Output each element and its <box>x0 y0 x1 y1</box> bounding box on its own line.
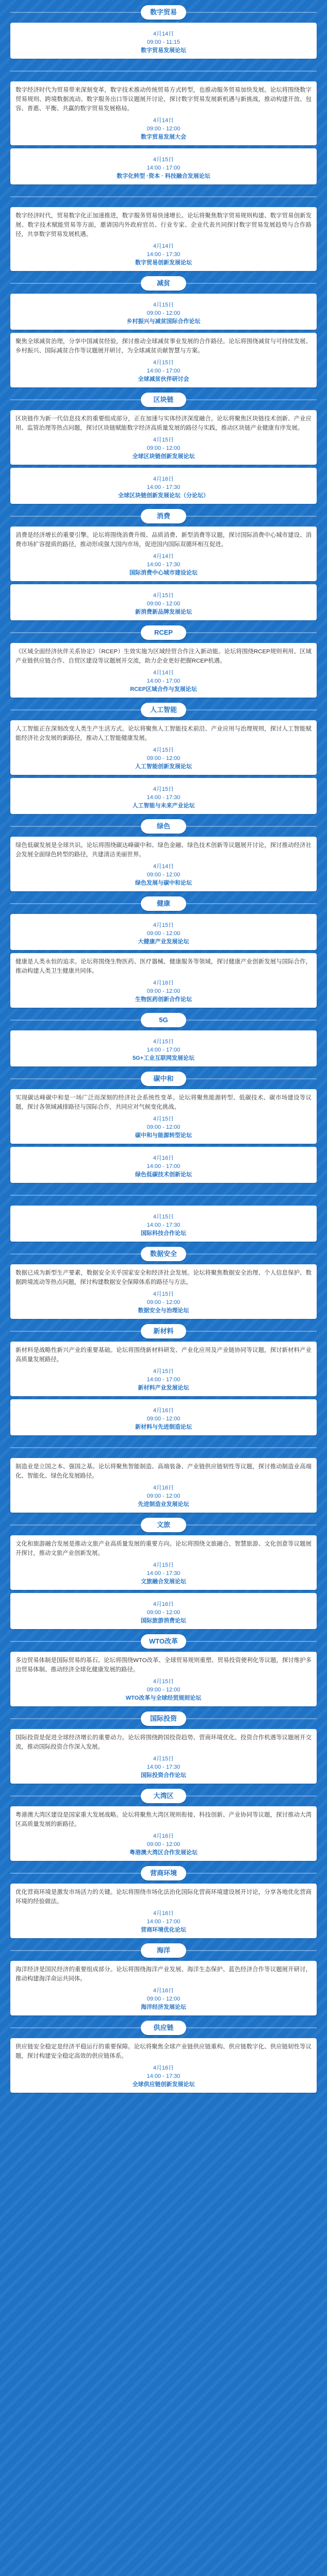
event-description: 区块链作为新一代信息技术的重要组成部分，正在加速与实体经济深度融合。论坛将聚焦区块链技术创新、产业应用、监管治理等热点问题，探讨区块链赋能数字经济高质量发展的路径与实践，推动区块链产业健康有序发展。 <box>15 416 312 431</box>
event-card <box>10 333 317 387</box>
event-title: 新材料与先进制造论坛 <box>135 1424 192 1430</box>
event-meta <box>15 1154 312 1179</box>
event-date: 4月14日 <box>153 117 174 124</box>
event-description: 国际投资是促进全球经济增长的重要动力。论坛将围绕跨国投资趋势、营商环境优化、投资合作机遇等议题展开交流，推动国际投资合作深入发展。 <box>15 1735 312 1750</box>
event-card <box>10 81 317 145</box>
event-time: 09:00 - 12:00 <box>146 872 181 878</box>
event-title: 大健康产业发展论坛 <box>138 939 189 945</box>
section-header <box>5 1943 322 1958</box>
event-card <box>10 1399 317 1435</box>
agenda-section <box>5 1711 322 1784</box>
event-date: 4月15日 <box>153 437 174 443</box>
event-card <box>10 1806 317 1861</box>
agenda-section <box>5 64 322 184</box>
event-time: 14:00 - 17:00 <box>146 1919 181 1925</box>
section-title-pill: 营商环境 <box>141 1866 186 1880</box>
event-description: 供应链安全稳定是经济平稳运行的重要保障。论坛将聚焦全球产业链供应链重构、供应链数字化、供应链韧性等议题，探讨构建安全稳定高效的供应链体系。 <box>15 2044 312 2059</box>
event-title: 数据安全与治理论坛 <box>138 1308 189 1314</box>
event-time: 09:00 - 12:00 <box>146 601 181 607</box>
section-header <box>5 190 322 204</box>
event-time: 09:00 - 12:00 <box>146 1299 181 1306</box>
agenda-section <box>5 896 322 1008</box>
event-description: 文化和旅游融合发展是推动文旅产业高质量发展的重要方向。论坛将围绕文旅融合、智慧旅游、文化创意等议题展开探讨，推动文旅产业创新发展。 <box>15 1541 312 1556</box>
event-description: 聚焦全球减贫治理，分享中国减贫经验，探讨推动全球减贫事业发展的合作路径。论坛将围绕减贫与可持续发展、乡村振兴、国际减贫合作等议题展开研讨，为全球减贫贡献智慧与方案。 <box>15 338 312 354</box>
section-title-pill: 人工智能 <box>141 703 186 717</box>
event-card <box>10 1652 317 1706</box>
agenda-section <box>5 276 322 387</box>
agenda-section <box>5 1440 322 1513</box>
agenda-section <box>5 1634 322 1706</box>
agenda-section <box>5 819 322 891</box>
event-title: 国际投资合作论坛 <box>141 1772 186 1778</box>
agenda-section <box>5 1518 322 1629</box>
section-header <box>5 625 322 640</box>
event-title: 全球区块链创新发展论坛 <box>132 453 195 460</box>
event-meta <box>15 475 312 500</box>
section-header <box>5 2021 322 2035</box>
event-description: 粤港澳大湾区建设是国家重大发展战略。论坛将聚焦大湾区规则衔接、科技创新、产业协同等议题，探讨推动大湾区高质量发展的新路径。 <box>15 1812 312 1827</box>
event-time: 14:00 - 17:00 <box>146 165 181 171</box>
event-description: 《区域全面经济伙伴关系协定》（RCEP）生效实施为区域经贸合作注入新动能。论坛将围绕RCEP规则利用、区域产业链供应链合作、自贸区建设等议题展开交流，助力企业更好把握RCEP机遇。 <box>15 649 312 664</box>
event-date: 4月15日 <box>153 1214 174 1220</box>
event-time: 14:00 - 17:00 <box>146 1377 181 1383</box>
section-header <box>5 703 322 717</box>
event-date: 4月16日 <box>153 1988 174 1994</box>
section-header <box>5 1518 322 1532</box>
event-time: 09:00 - 12:00 <box>146 1416 181 1422</box>
event-title: 国际科技合作论坛 <box>141 1230 186 1236</box>
event-card <box>10 294 317 330</box>
section-header <box>5 896 322 911</box>
event-time: 14:00 - 17:00 <box>146 678 181 684</box>
event-card <box>10 778 317 814</box>
event-card <box>10 584 317 620</box>
event-meta <box>15 30 312 55</box>
event-title: 新消费新品牌发展论坛 <box>135 609 192 615</box>
event-title: 全球区块链创新发展论坛（分论坛） <box>118 493 209 499</box>
event-description: 实现碳达峰碳中和是一场广泛而深刻的经济社会系统性变革。论坛将聚焦能源转型、低碳技术、碳市场建设等议题，探讨各领域减排路径与国际合作，共同应对气候变化挑战。 <box>15 1095 312 1110</box>
event-time: 09:00 - 12:00 <box>146 1841 181 1848</box>
agenda-section <box>5 1943 322 2015</box>
section-title-pill: 区块链 <box>141 393 186 407</box>
event-title: 乡村振兴与减贫国际合作论坛 <box>126 318 201 325</box>
event-date: 4月16日 <box>153 476 174 482</box>
event-meta <box>15 552 312 577</box>
event-meta <box>15 359 312 383</box>
event-title: 绿色低碳技术创新论坛 <box>135 1172 192 1178</box>
event-card <box>10 1147 317 1183</box>
event-title: 国际消费中心城市建设论坛 <box>129 570 198 576</box>
event-card <box>10 953 317 1008</box>
section-header <box>5 393 322 407</box>
event-card <box>10 148 317 184</box>
event-title: 数字贸易创新发展论坛 <box>135 260 192 266</box>
event-card <box>10 207 317 271</box>
event-date: 4月15日 <box>153 1562 174 1568</box>
event-card <box>10 914 317 950</box>
event-card <box>10 1206 317 1242</box>
event-date: 4月15日 <box>153 1116 174 1122</box>
event-card <box>10 23 317 59</box>
event-date: 4月15日 <box>153 922 174 928</box>
event-meta <box>15 156 312 180</box>
event-card <box>10 1264 317 1319</box>
event-time: 14:00 - 17:00 <box>146 1047 181 1053</box>
section-title-pill: 国际投资 <box>141 1711 186 1726</box>
event-date: 4月15日 <box>153 1368 174 1375</box>
section-header <box>5 5 322 20</box>
event-date: 4月15日 <box>153 157 174 163</box>
section-title-pill: 数据安全 <box>141 1247 186 1261</box>
event-date: 4月15日 <box>153 592 174 599</box>
event-title: 绿色发展与碳中和论坛 <box>135 880 192 886</box>
event-meta <box>15 1115 312 1140</box>
event-time: 14:00 - 17:30 <box>146 1570 181 1577</box>
event-date: 4月14日 <box>153 31 174 37</box>
section-header <box>5 1440 322 1455</box>
section-header <box>5 64 322 78</box>
event-meta <box>15 921 312 946</box>
section-title-pill: 供应链 <box>141 2021 186 2035</box>
event-meta <box>15 785 312 810</box>
section-title-pill: 数字贸易 <box>141 5 186 20</box>
event-date: 4月16日 <box>153 1601 174 1607</box>
event-date: 4月14日 <box>153 670 174 676</box>
section-title-pill: 新材料 <box>141 1324 186 1338</box>
event-meta <box>15 1755 312 1780</box>
event-meta <box>15 1677 312 1702</box>
event-title: 全球供应链创新发展论坛 <box>132 2081 195 2088</box>
event-meta <box>15 1987 312 2011</box>
agenda-section <box>5 393 322 504</box>
event-meta <box>15 1600 312 1625</box>
agenda-section <box>5 1013 322 1066</box>
event-description: 数字经济时代为贸易带来深刻变革，数字技术推动传统贸易方式转型，也推动服务贸易加快发展。论坛将围绕数字贸易规则、跨境数据流动、数字服务出口等议题展开讨论，探讨数字贸易发展新机遇与新挑战，推动构建开放、包容、普惠、平衡、共赢的数字贸易发展格局。 <box>15 87 312 112</box>
event-card <box>10 1961 317 2015</box>
section-header <box>5 1866 322 1880</box>
event-description: 海洋经济是国民经济的重要组成部分。论坛将围绕海洋产业发展、海洋生态保护、蓝色经济合作等议题展开研讨，推动构建海洋命运共同体。 <box>15 1967 312 1982</box>
event-title: 粤港澳大湾区合作发展论坛 <box>129 1850 198 1856</box>
event-time: 09:00 - 11:15 <box>146 39 180 45</box>
event-date: 4月14日 <box>153 243 174 249</box>
event-meta <box>15 301 312 326</box>
event-description: 新材料是战略性新兴产业的重要基础。论坛将围绕新材料研发、产业化应用及产业链协同等议题，探讨新材料产业高质量发展路径。 <box>15 1347 312 1363</box>
event-meta <box>15 979 312 1004</box>
event-time: 09:00 - 12:00 <box>146 1687 181 1693</box>
event-date: 4月16日 <box>153 1833 174 1839</box>
section-header <box>5 1711 322 1726</box>
section-header <box>5 1247 322 1261</box>
event-time: 14:00 - 17:30 <box>146 562 181 568</box>
event-time: 09:00 - 12:00 <box>146 126 181 132</box>
section-title-pill: WTO改革 <box>141 1634 186 1649</box>
event-title: 海洋经济发展论坛 <box>141 2004 186 2010</box>
event-meta <box>15 1909 312 1934</box>
event-time: 14:00 - 17:30 <box>146 1764 181 1770</box>
event-time: 09:00 - 12:00 <box>146 310 181 316</box>
event-meta <box>15 1406 312 1431</box>
event-time: 09:00 - 12:00 <box>146 755 181 761</box>
event-date: 4月15日 <box>153 1756 174 1762</box>
event-title: 数字贸易发展论坛 <box>141 47 186 54</box>
event-card <box>10 837 317 891</box>
event-description: 健康是人类永恒的追求。论坛将围绕生物医药、医疗器械、健康服务等领域，探讨健康产业创新发展与国际合作，推动构建人类卫生健康共同体。 <box>15 959 312 974</box>
agenda-section <box>5 1324 322 1435</box>
agenda-section <box>5 1188 322 1242</box>
agenda-section <box>5 509 322 620</box>
event-meta <box>15 1484 312 1509</box>
event-date: 4月14日 <box>153 863 174 870</box>
event-time: 09:00 - 12:00 <box>146 1124 181 1130</box>
event-title: 先进制造业发展论坛 <box>138 1501 189 1507</box>
event-description: 优化营商环境是激发市场活力的关键。论坛将围绕市场化法治化国际化营商环境建设展开讨论，分享各地优化营商环境的经验做法。 <box>15 1889 312 1905</box>
agenda-section <box>5 703 322 814</box>
event-meta <box>15 862 312 887</box>
section-title-pill: 碳中和 <box>141 1072 186 1086</box>
agenda-list <box>0 5 327 2093</box>
section-title-pill: 健康 <box>141 896 186 911</box>
event-meta <box>15 116 312 141</box>
event-meta <box>15 1290 312 1315</box>
section-title-pill: RCEP <box>141 625 186 640</box>
event-date: 4月16日 <box>153 980 174 986</box>
event-meta <box>15 1213 312 1238</box>
event-time: 14:00 - 17:30 <box>146 251 181 258</box>
agenda-section <box>5 1789 322 1861</box>
section-header <box>5 509 322 523</box>
event-date: 4月16日 <box>153 1155 174 1161</box>
section-header <box>5 1072 322 1086</box>
event-meta <box>15 1832 312 1857</box>
agenda-section <box>5 2021 322 2093</box>
event-date: 4月16日 <box>153 2065 174 2071</box>
event-date: 4月15日 <box>153 360 174 366</box>
section-header <box>5 1188 322 1202</box>
agenda-section <box>5 625 322 698</box>
section-header <box>5 1013 322 1027</box>
event-title: 5G+工业互联网发展论坛 <box>132 1055 195 1061</box>
event-title: 文旅融合发展论坛 <box>141 1579 186 1585</box>
event-time: 14:00 - 17:00 <box>146 1163 181 1170</box>
section-header <box>5 1789 322 1803</box>
event-title: WTO改革与全球经贸规则论坛 <box>125 1695 202 1701</box>
event-title: 全球减贫伙伴研讨会 <box>138 376 189 382</box>
event-date: 4月16日 <box>153 1408 174 1414</box>
section-header <box>5 1634 322 1649</box>
agenda-section <box>5 1866 322 1938</box>
event-description: 多边贸易体制是国际贸易的基石。论坛将围绕WTO改革、全球贸易规则重塑、贸易投资便利化等议题，探讨维护多边贸易体制、推动经济全球化健康发展的路径。 <box>15 1657 312 1673</box>
section-title-pill: 5G <box>141 1013 186 1027</box>
event-title: 生物医药创新合作论坛 <box>135 996 192 1003</box>
event-time: 14:00 - 17:30 <box>146 794 181 801</box>
event-meta <box>15 669 312 693</box>
event-title: 数字化转型 ·资本 · 科技融合发展论坛 <box>117 173 210 179</box>
event-date: 4月15日 <box>153 1291 174 1297</box>
event-time: 09:00 - 12:00 <box>146 930 181 937</box>
event-card <box>10 1884 317 1938</box>
section-title-pill: 大湾区 <box>141 1789 186 1803</box>
agenda-section <box>5 1072 322 1183</box>
event-card <box>10 527 317 581</box>
event-card <box>10 1030 317 1066</box>
event-time: 09:00 - 12:00 <box>146 445 181 451</box>
section-title-pill: 消费 <box>141 509 186 523</box>
event-meta <box>15 436 312 461</box>
event-description: 人工智能正在深刻改变人类生产生活方式。论坛将聚焦人工智能技术前沿、产业应用与治理规则，探讨人工智能赋能经济社会发展的新路径，推动人工智能健康发展。 <box>15 726 312 741</box>
event-card <box>10 2038 317 2093</box>
event-date: 4月16日 <box>153 1485 174 1491</box>
event-time: 09:00 - 12:00 <box>146 988 181 994</box>
event-time: 09:00 - 12:00 <box>146 1609 181 1616</box>
event-date: 4月15日 <box>153 747 174 753</box>
section-header <box>5 819 322 834</box>
section-title-pill: 绿色 <box>141 819 186 834</box>
section-header <box>5 276 322 291</box>
event-date: 4月14日 <box>153 553 174 560</box>
event-card <box>10 1729 317 1784</box>
event-card <box>10 1535 317 1590</box>
event-card <box>10 1342 317 1396</box>
event-time: 14:00 - 17:30 <box>146 2073 181 2079</box>
event-date: 4月15日 <box>153 1679 174 1685</box>
event-card <box>10 468 317 504</box>
event-meta <box>15 1561 312 1586</box>
event-date: 4月15日 <box>153 786 174 792</box>
event-date: 4月15日 <box>153 1039 174 1045</box>
event-card <box>10 720 317 775</box>
event-title: 人工智能与未来产业论坛 <box>132 803 195 809</box>
event-time: 09:00 - 12:00 <box>146 1493 181 1499</box>
agenda-section <box>5 1247 322 1319</box>
section-title-pill: 减贫 <box>141 276 186 291</box>
event-title: 人工智能创新发展论坛 <box>135 764 192 770</box>
event-time: 14:00 - 17:00 <box>146 368 181 374</box>
agenda-section <box>5 190 322 271</box>
section-header <box>5 1324 322 1338</box>
event-title: 营商环境优化论坛 <box>141 1927 186 1933</box>
event-meta <box>15 746 312 771</box>
event-meta <box>15 242 312 267</box>
event-title: 碳中和与能源转型论坛 <box>135 1132 192 1139</box>
event-meta <box>15 2064 312 2089</box>
event-date: 4月15日 <box>153 302 174 308</box>
event-meta <box>15 591 312 616</box>
event-meta <box>15 1367 312 1392</box>
event-time: 14:00 - 17:30 <box>146 1222 181 1228</box>
event-time: 14:00 - 17:30 <box>146 484 181 490</box>
event-description: 绿色低碳发展是全球共识。论坛将围绕碳达峰碳中和、绿色金融、绿色技术创新等议题展开讨论，探讨推动经济社会发展全面绿色转型的路径，共建清洁美丽世界。 <box>15 842 312 858</box>
event-card <box>10 410 317 465</box>
event-date: 4月16日 <box>153 1910 174 1917</box>
event-card <box>10 1089 317 1144</box>
event-card <box>10 643 317 698</box>
event-meta <box>15 1038 312 1062</box>
event-description: 消费是经济增长的重要引擎。论坛将围绕消费升级、品质消费、新型消费等议题，探讨国际消费中心城市建设、消费市场扩容提质的路径，推动形成强大国内市场，促进国内国际双循环相互促进。 <box>15 532 312 548</box>
section-title-pill: 海洋 <box>141 1943 186 1958</box>
event-card <box>10 1593 317 1629</box>
event-time: 09:00 - 12:00 <box>146 1996 181 2002</box>
event-description: 数据已成为新型生产要素，数据安全关乎国家安全和经济社会发展。论坛将聚焦数据安全治理、个人信息保护、数据跨境流动等热点问题，探讨构建数据安全保障体系的路径与方法。 <box>15 1270 312 1285</box>
section-title-pill: 文旅 <box>141 1518 186 1532</box>
event-description: 制造业是立国之本、强国之基。论坛将聚焦智能制造、高端装备、产业链供应链韧性等议题，探讨推动制造业高端化、智能化、绿色化发展路径。 <box>15 1464 312 1479</box>
event-title: 新材料产业发展论坛 <box>138 1385 189 1391</box>
agenda-section <box>5 5 322 59</box>
event-description: 数字经济时代，贸易数字化正加速推进，数字服务贸易快速增长。论坛将聚焦数字贸易规则构建、数字贸易创新发展、数字技术赋能贸易等方面，邀请国内外政府官员、行业专家、企业代表共同探讨数字贸易发展趋势与合作路径，共享数字贸易发展机遇。 <box>15 213 312 238</box>
event-title: RCEP区域合作与发展论坛 <box>130 686 197 692</box>
event-card <box>10 1458 317 1513</box>
event-title: 国际旅游消费论坛 <box>141 1618 186 1624</box>
event-title: 数字贸易发展大会 <box>141 134 186 140</box>
